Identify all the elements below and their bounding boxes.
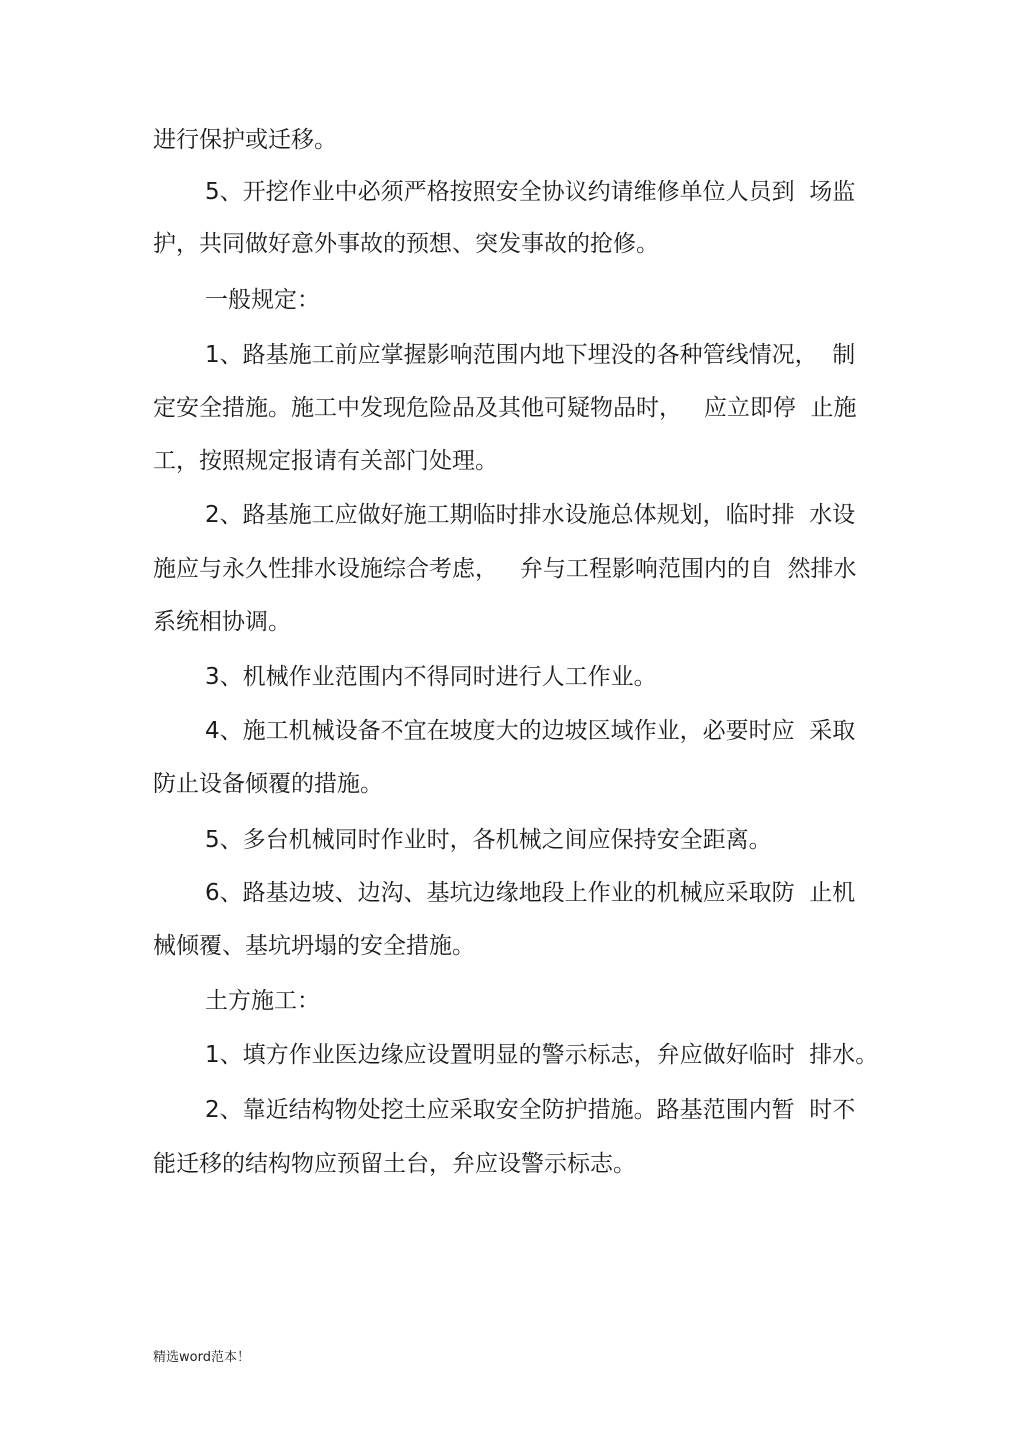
section-heading: 一般规定： bbox=[205, 287, 320, 313]
text-line: 械倾覆、基坑坍塌的安全措施。 bbox=[153, 933, 475, 959]
text-line: 3、机械作业范围内不得同时进行人工作业。 bbox=[205, 664, 657, 690]
text-line: 2、路基施工应做好施工期临时排水设施总体规划，临时排 水设 bbox=[205, 502, 856, 528]
text-line: 定安全措施。施工中发现危险品及其他可疑物品时， 应立即停 止施 bbox=[153, 395, 857, 421]
text-line: 系统相协调。 bbox=[153, 609, 291, 635]
text-line: 能迁移的结构物应预留土台，弁应设警示标志。 bbox=[153, 1151, 636, 1177]
text-line: 工，按照规定报请有关部门处理。 bbox=[153, 448, 498, 474]
text-line: 2、靠近结构物处挖土应采取安全防护措施。路基范围内暂 时不 bbox=[205, 1097, 856, 1123]
text-line: 5、开挖作业中必须严格按照安全协议约请维修单位人员到 场监 bbox=[205, 179, 856, 205]
text-line: 进行保护或迁移。 bbox=[153, 127, 337, 153]
section-heading: 土方施工： bbox=[205, 988, 320, 1014]
text-line: 6、路基边坡、边沟、基坑边缘地段上作业的机械应采取防 止机 bbox=[205, 880, 856, 906]
text-line: 4、施工机械设备不宜在坡度大的边坡区域作业，必要时应 采取 bbox=[205, 718, 856, 744]
text-line: 施应与永久性排水设施综合考虑， 弁与工程影响范围内的自 然排水 bbox=[153, 556, 857, 582]
text-line: 5、多台机械同时作业时，各机械之间应保持安全距离。 bbox=[205, 827, 772, 853]
text-line: 1、填方作业医边缘应设置明显的警示标志，弁应做好临时 排水。 bbox=[205, 1042, 879, 1068]
text-line: 防止设备倾覆的措施。 bbox=[153, 771, 383, 797]
text-line: 1、路基施工前应掌握影响范围内地下埋没的各种管线情况， 制 bbox=[205, 342, 856, 368]
page-footer: 精选word范本！ bbox=[153, 1350, 250, 1365]
text-line: 护，共同做好意外事故的预想、突发事故的抢修。 bbox=[153, 231, 659, 257]
